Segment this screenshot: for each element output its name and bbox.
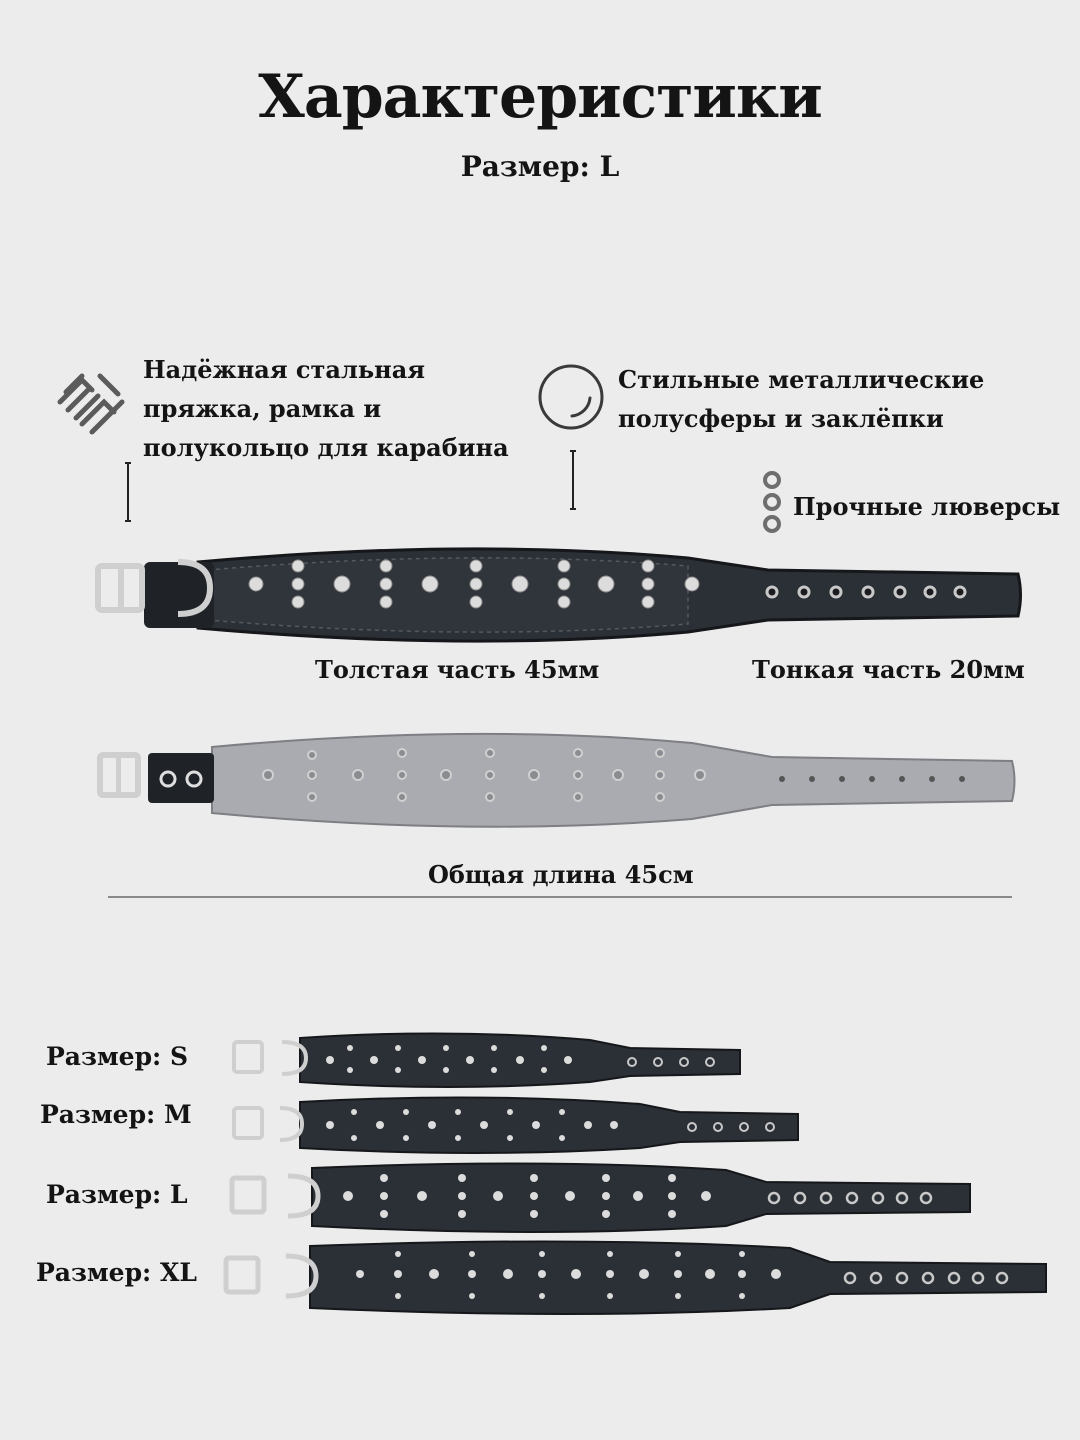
collar-front-image	[88, 540, 1028, 650]
studs-feature-line: Стильные металлические	[618, 365, 985, 394]
collar-size-m-image	[230, 1094, 810, 1156]
studs-leader-line	[572, 450, 574, 510]
studs-feature-line: полусферы и заклёпки	[618, 404, 944, 433]
buckle-leader-line	[127, 462, 129, 522]
thick-part-label: Толстая часть 45мм	[315, 655, 600, 684]
grommets-feature-text: Прочные люверсы	[793, 492, 1061, 521]
buckle-feature-line: Надёжная стальная	[143, 355, 426, 384]
buckle-feature-line: полукольцо для карабина	[143, 433, 509, 462]
size-subtitle: Размер: L	[460, 150, 620, 183]
size-label-m: Размер: M	[40, 1100, 192, 1129]
size-label-l: Размер: L	[46, 1180, 188, 1209]
buckle-feature-text	[143, 350, 509, 467]
thin-part-label: Тонкая часть 20мм	[752, 655, 1025, 684]
studs-feature-text	[618, 360, 984, 438]
page-title: Характеристики	[258, 62, 822, 132]
collar-size-s-image	[230, 1030, 750, 1090]
buckle-feature-line: пряжка, рамка и	[143, 394, 382, 423]
section-divider	[108, 896, 1012, 898]
collar-size-xl-image	[220, 1240, 1050, 1316]
collar-back-image	[92, 725, 1022, 835]
collar-size-l-image	[226, 1160, 976, 1236]
grommets-icon	[760, 470, 786, 536]
size-label-s: Размер: S	[46, 1042, 189, 1071]
hemisphere-icon	[536, 362, 606, 432]
size-label-xl: Размер: XL	[36, 1258, 197, 1287]
buckle-icon	[52, 362, 130, 440]
total-length-label: Общая длина 45см	[428, 860, 694, 889]
